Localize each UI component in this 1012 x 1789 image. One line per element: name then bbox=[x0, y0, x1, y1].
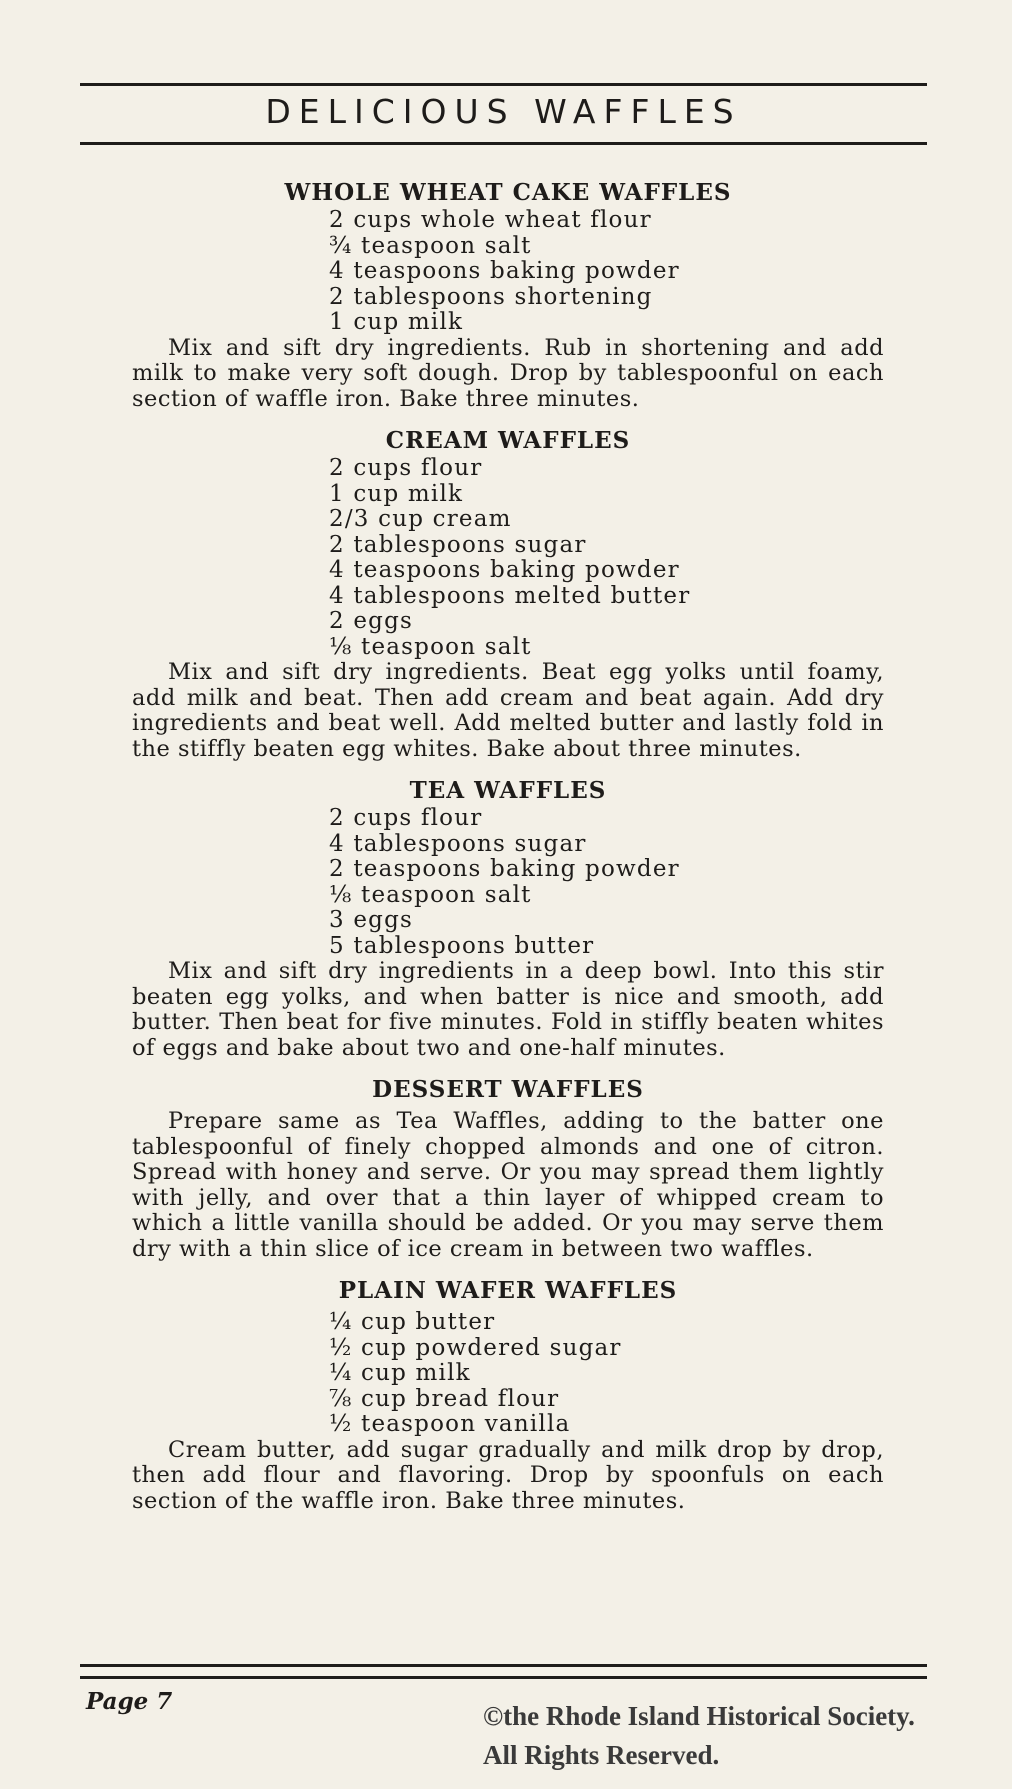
ingredient-item: 2 eggs bbox=[329, 608, 414, 634]
recipe-title: CREAM WAFFLES bbox=[385, 427, 631, 454]
ingredient-item: 4 tablespoons sugar bbox=[329, 830, 587, 857]
ingredient-list bbox=[132, 456, 884, 660]
recipe-dessert-waffles bbox=[132, 1075, 884, 1262]
recipe-directions: Mix and sift dry ingredients. Rub in shortening and add milk to make very soft dough. Drop by tablespoonful on each section of waffle iron. Bake three minutes. bbox=[132, 334, 884, 412]
ingredient-item: 2 teaspoons baking powder bbox=[329, 856, 680, 882]
ingredient-item: ¼ cup butter bbox=[329, 1309, 496, 1335]
ingredient-item: 2/3 cup cream bbox=[329, 506, 512, 532]
recipes-container bbox=[132, 178, 884, 1514]
recipe-title: DESSERT WAFFLES bbox=[372, 1076, 644, 1103]
copyright-notice bbox=[483, 1697, 1003, 1775]
recipe-cream-waffles bbox=[132, 426, 884, 762]
ingredient-item: 4 teaspoons baking powder bbox=[329, 258, 680, 284]
recipe-directions: Mix and sift dry ingredients in a deep bowl. Into this stir beaten egg yolks, and when batter is nice and smooth, add butter. Then beat for five minutes. Fold in stiffly beaten whites of eggs and bake about two and one-half minutes. bbox=[132, 958, 884, 1061]
ingredient-item: ⅛ teaspoon salt bbox=[329, 633, 532, 660]
recipe-title: WHOLE WHEAT CAKE WAFFLES bbox=[284, 179, 732, 206]
ingredient-item: 5 tablespoons butter bbox=[329, 932, 595, 959]
ingredient-item: ⅞ cup bread flour bbox=[329, 1385, 560, 1412]
ingredient-item: ½ teaspoon vanilla bbox=[329, 1411, 571, 1437]
ingredient-item: 2 cups flour bbox=[329, 805, 483, 831]
ingredient-list bbox=[132, 1310, 884, 1438]
ingredient-item: ½ cup powdered sugar bbox=[329, 1334, 622, 1361]
header-bottom-rule bbox=[80, 142, 927, 145]
recipe-directions: Mix and sift dry ingredients. Beat egg yolks until foamy, add milk and beat. Then add cream and beat again. Add dry ingredients and beat well. Add melted butter and lastly fold in the stiffly beaten egg whites. Bake about three minutes. bbox=[132, 659, 884, 762]
ingredient-item: 2 tablespoons sugar bbox=[329, 531, 587, 558]
ingredient-list bbox=[132, 208, 884, 336]
copyright-line-1: ©the Rhode Island Historical Society. bbox=[483, 1701, 915, 1731]
recipe-title: TEA WAFFLES bbox=[409, 777, 607, 804]
recipe-title: PLAIN WAFER WAFFLES bbox=[338, 1277, 678, 1304]
recipe-tea-waffles bbox=[132, 776, 884, 1061]
ingredient-item: ⅛ teaspoon salt bbox=[329, 881, 532, 908]
top-rule bbox=[80, 83, 927, 86]
ingredient-item: 2 cups whole wheat flour bbox=[329, 207, 652, 233]
recipe-directions: Cream butter, add sugar gradually and milk drop by drop, then add flour and flavoring. Drop by spoonfuls on each section of the waffle iron. Bake three minutes. bbox=[132, 1436, 884, 1514]
ingredient-item: ¼ cup milk bbox=[329, 1360, 471, 1386]
recipe-directions: Prepare same as Tea Waffles, adding to the batter one tablespoonful of finely chopped almonds and one of citron. Spread with honey and serve. Or you may spread them lightly with jelly, and over that a thin layer of whipped cream to which a little vanilla should be added. Or you may serve them dry with a thin slice of ice cream in between two waffles. bbox=[132, 1108, 884, 1262]
page-number: Page 7 bbox=[86, 1688, 173, 1715]
ingredient-item: 4 tablespoons melted butter bbox=[329, 582, 691, 609]
ingredient-item: 1 cup milk bbox=[329, 480, 464, 507]
footer-rule-upper bbox=[80, 1664, 927, 1667]
recipe-whole-wheat-cake-waffles bbox=[132, 178, 884, 412]
page-title: DELICIOUS WAFFLES bbox=[265, 92, 742, 131]
ingredient-item: 2 tablespoons shortening bbox=[329, 283, 653, 310]
copyright-line-2: All Rights Reserved. bbox=[483, 1740, 720, 1770]
ingredient-item: ¾ teaspoon salt bbox=[329, 232, 532, 259]
ingredient-item: 4 teaspoons baking powder bbox=[329, 557, 680, 583]
ingredient-item: 2 cups flour bbox=[329, 455, 483, 481]
ingredient-list bbox=[132, 806, 884, 959]
recipe-plain-wafer-waffles bbox=[132, 1276, 884, 1514]
ingredient-item: 1 cup milk bbox=[329, 309, 464, 335]
footer-rule-lower bbox=[80, 1676, 927, 1679]
ingredient-item: 3 eggs bbox=[329, 907, 414, 933]
